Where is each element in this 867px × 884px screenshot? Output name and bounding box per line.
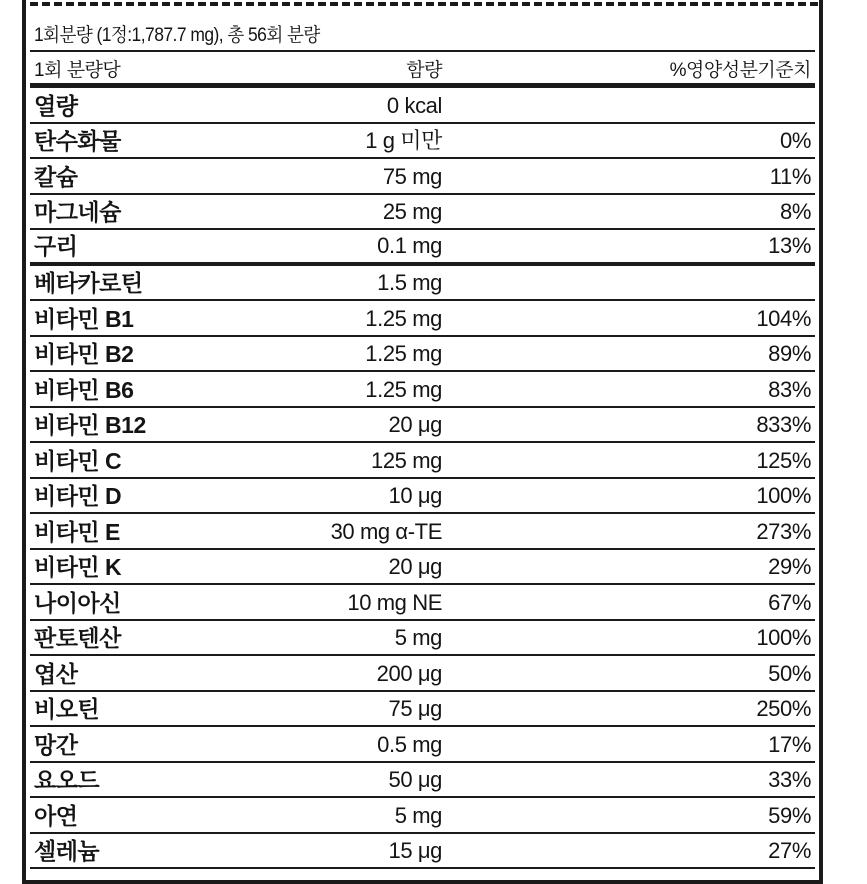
nutrient-name: 엽산 [34,660,78,687]
nutrient-row [30,479,815,515]
nutrient-name: 베타카로틴 [34,270,143,296]
nutrient-amount: 20 μg [388,412,442,437]
nutrient-row [30,514,815,550]
nutrient-amount: 25 mg [382,199,442,224]
nutrient-daily-value: 8% [780,199,811,224]
nutrient-amount: 200 μg [376,660,442,686]
nutrient-daily-value: 125% [756,447,811,473]
nutrient-name: 마그네슘 [34,199,121,225]
nutrient-amount: 75 mg [382,163,442,189]
nutrient-amount: 1 g 미만 [365,128,442,153]
nutrient-name: 비타민 C [34,447,122,474]
nutrient-amount: 1.25 mg [365,305,442,331]
nutrient-name: 비타민 B1 [34,305,134,332]
nutrient-name: 비타민 B2 [34,341,134,367]
nutrient-amount: 10 μg [388,483,442,508]
nutrient-daily-value: 833% [756,412,811,437]
nutrient-name: 열량 [34,92,78,119]
nutrient-daily-value: 13% [768,232,811,258]
nutrient-row [30,585,815,621]
nutrient-daily-value: 50% [768,660,811,686]
nutrient-name: 비타민 D [34,483,122,509]
nutrient-name: 아연 [34,802,78,829]
nutrient-amount: 0.5 mg [377,731,442,757]
nutrient-row [30,727,815,763]
nutrient-daily-value: 17% [768,731,811,757]
nutrient-daily-value: 0% [780,128,811,153]
nutrient-amount: 30 mg α-TE [330,518,442,544]
nutrient-name: 망간 [34,731,78,758]
nutrient-daily-value: 59% [768,802,811,828]
dashed-divider [30,2,818,6]
header-daily-value: %영양성분기준치 [669,60,811,81]
nutrient-row [30,159,815,195]
nutrient-row [30,621,815,657]
nutrient-daily-value: 100% [756,625,811,650]
nutrient-row [30,301,815,337]
nutrient-row [30,798,815,834]
nutrient-amount: 50 μg [388,767,442,792]
nutrient-row [30,692,815,728]
nutrient-amount: 5 mg [394,802,442,828]
nutrient-daily-value: 250% [756,696,811,721]
nutrient-amount: 125 mg [371,447,442,473]
nutrient-daily-value: 83% [768,376,811,402]
nutrient-daily-value: 104% [756,305,811,331]
nutrient-table [30,88,815,869]
serving-info: 1회분량 (1정:1,787.7 mg), 총 56회 분량 [34,25,320,46]
nutrient-name: 비타민 B6 [34,376,134,403]
nutrient-daily-value: 273% [756,518,811,544]
nutrient-name: 비타민 E [34,518,120,545]
nutrient-row [30,337,815,373]
nutrient-name: 비타민 K [34,554,122,580]
nutrient-daily-value: 27% [768,838,811,863]
table-header [30,50,815,84]
nutrient-amount: 5 mg [394,625,442,650]
nutrient-row [30,195,815,231]
nutrient-daily-value: 89% [768,341,811,366]
nutrient-amount: 0.1 mg [377,232,442,258]
nutrient-row [30,124,815,160]
nutrient-row [30,834,815,870]
nutrient-row [30,763,815,799]
nutrient-daily-value: 11% [769,163,811,189]
nutrient-row [30,408,815,444]
nutrient-amount: 10 mg NE [347,589,442,615]
nutrient-name: 요오드 [34,767,100,793]
nutrient-name: 나이아신 [34,589,121,616]
nutrient-amount: 1.25 mg [365,341,442,366]
nutrient-name: 판토텐산 [34,625,121,651]
nutrient-amount: 1.25 mg [365,376,442,402]
nutrient-row [30,88,815,124]
nutrient-amount: 20 μg [388,554,442,579]
nutrient-daily-value: 67% [768,589,811,615]
header-amount: 함량 [406,60,442,81]
nutrient-row [30,443,815,479]
nutrient-row [30,550,815,586]
nutrient-amount: 75 μg [388,696,442,721]
header-serving: 1회 분량당 [34,60,121,81]
nutrient-name: 셀레늄 [34,838,100,864]
nutrient-name: 비타민 B12 [34,412,146,438]
nutrient-daily-value: 100% [756,483,811,508]
nutrient-row [30,656,815,692]
nutrient-daily-value: 33% [768,767,811,792]
nutrient-amount: 1.5 mg [377,270,442,295]
nutrient-row [30,230,815,266]
nutrient-name: 구리 [34,232,78,259]
nutrient-daily-value: 29% [768,554,811,579]
nutrient-name: 탄수화물 [34,128,121,154]
nutrient-name: 비오틴 [34,696,100,722]
nutrient-name: 칼슘 [34,163,78,190]
nutrient-row [30,372,815,408]
nutrient-amount: 15 μg [388,838,442,863]
nutrient-amount: 0 kcal [386,92,442,118]
nutrient-row [30,266,815,302]
